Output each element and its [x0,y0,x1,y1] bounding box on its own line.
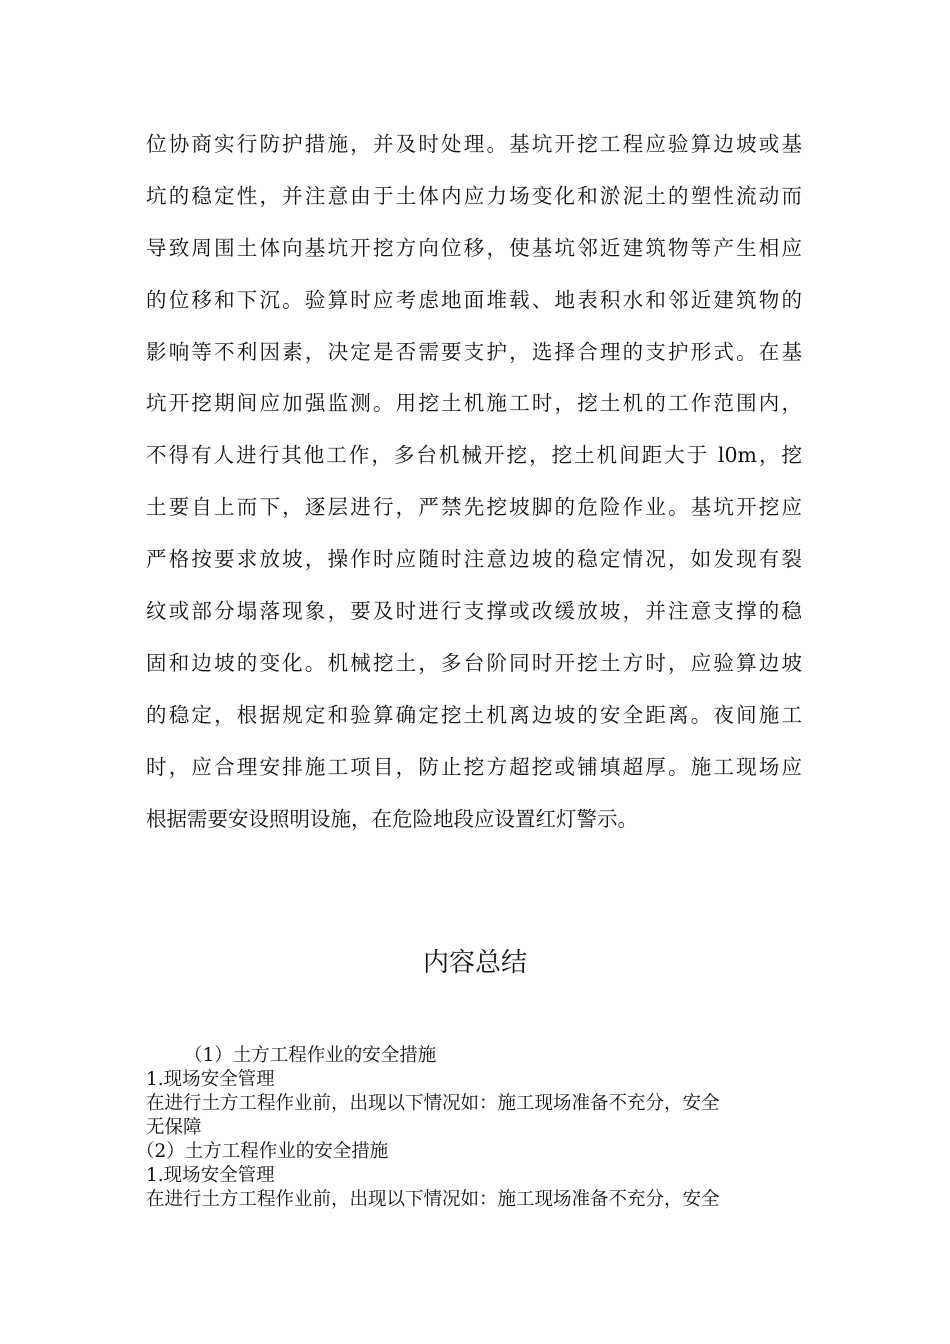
body-line: 影响等不利因素，决定是否需要支护，选择合理的支护形式。在基 [146,339,802,364]
body-line: 坑开挖期间应加强监测。用挖土机施工时，挖土机的工作范围内， [146,391,802,416]
summary-text: 在进行土方工程作业前，出现以下情况如：施工现场准备不充分，安全 [146,1093,720,1114]
body-line: 导致周围土体向基坑开挖方向位移，使基坑邻近建筑物等产生相应 [146,235,802,260]
body-line: 纹或部分塌落现象，要及时进行支撑或改缓放坡，并注意支撑的稳 [146,599,802,624]
body-line-last: 根据需要安设照明设施，在危险地段应设置红灯警示。 [146,806,638,831]
body-line: 坑的稳定性，并注意由于土体内应力场变化和淤泥土的塑性流动而 [146,183,802,208]
body-line: 的稳定，根据规定和验算确定挖土机离边坡的安全距离。夜间施工 [146,702,802,727]
summary-heading: （2）土方工程作业的安全措施 [136,1141,389,1162]
body-line: 不得有人进行其他工作，多台机械开挖，挖土机间距大于 l0m，挖 [146,443,802,468]
body-line: 位协商实行防护措施，并及时处理。基坑开挖工程应验算边坡或基 [146,132,802,156]
body-line: 土要自上而下，逐层进行，严禁先挖坡脚的危险作业。基坑开挖应 [146,495,802,520]
summary-heading: （1）土方工程作业的安全措施 [184,1045,437,1066]
summary-section [136,1044,796,1212]
body-line: 固和边坡的变化。机械挖土，多台阶同时开挖土方时，应验算边坡 [146,650,802,675]
body-line: 严格按要求放坡，操作时应随时注意边坡的稳定情况，如发现有裂 [146,547,802,572]
summary-subheading: 1.现场安全管理 [146,1069,275,1090]
summary-subheading: 1.现场安全管理 [146,1165,275,1186]
body-line: 时，应合理安排施工项目，防止挖方超挖或铺填超厚。施工现场应 [146,754,802,779]
summary-title: 内容总结 [422,948,527,978]
body-line: 的位移和下沉。验算时应考虑地面堆载、地表积水和邻近建筑物的 [146,287,802,312]
body-paragraph [146,119,802,845]
summary-text: 无保障 [146,1117,202,1138]
summary-text: 在进行土方工程作业前，出现以下情况如：施工现场准备不充分，安全 [146,1189,720,1210]
